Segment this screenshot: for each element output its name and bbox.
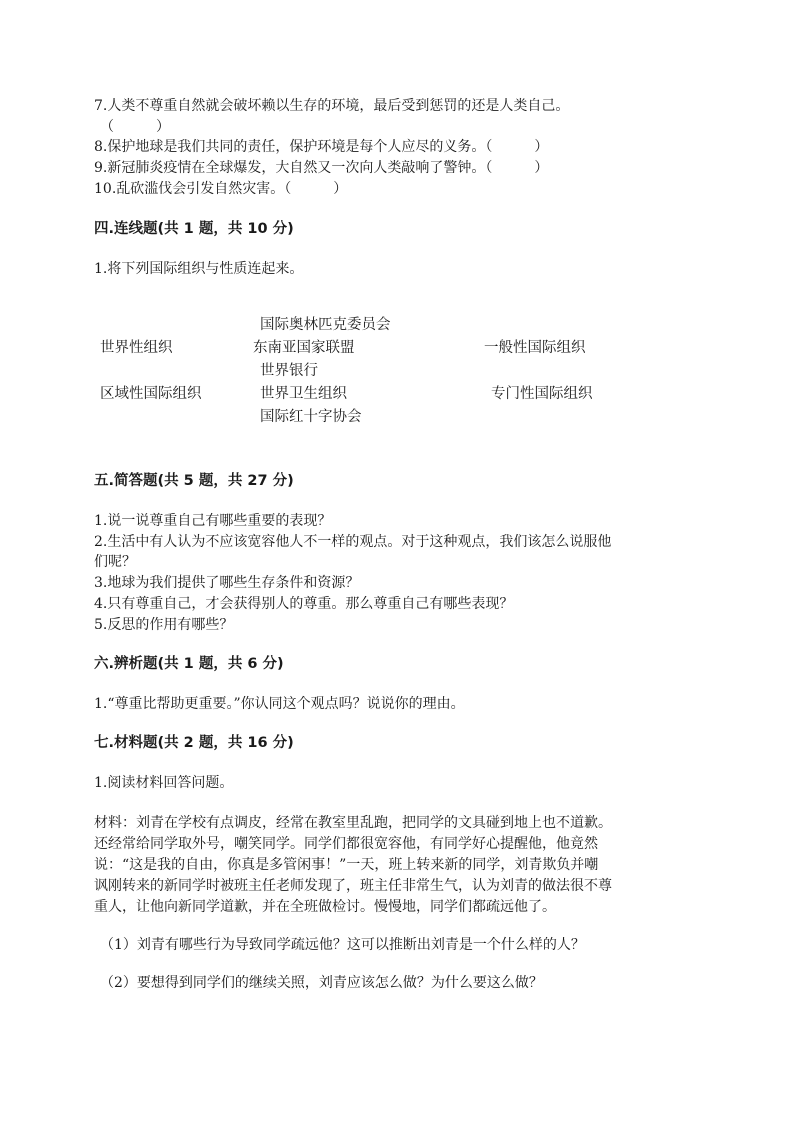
section-4-heading: 四.连线题(共 1 题，共 10 分): [94, 221, 294, 237]
match-middle-item: 国际红十字协会: [260, 409, 362, 425]
section-4-question: 1.将下列国际组织与性质连起来。: [94, 261, 304, 277]
section-6-question: 1.“尊重比帮助更重要。”你认同这个观点吗？说说你的理由。: [94, 696, 465, 712]
section-7-question: 1.阅读材料回答问题。: [94, 775, 234, 791]
match-left-item: 世界性组织: [100, 340, 173, 356]
match-middle-item: 世界银行: [260, 363, 318, 379]
judge-item-7-blank: （ ）: [100, 119, 170, 135]
judge-item-7: 7.人类不尊重自然就会破坏赖以生存的环境，最后受到惩罚的还是人类自己。: [94, 98, 570, 114]
sub-question-2: （2）要想得到同学们的继续关照，刘青应该怎么做？为什么要这么做？: [100, 975, 543, 991]
material-line: 讽刚转来的新同学时被班主任老师发现了，班主任非常生气，认为刘青的做法很不尊: [94, 878, 612, 894]
material-line: 重人，让他向新同学道歉，并在全班做检讨。慢慢地，同学们都疏远他了。: [94, 899, 556, 915]
section-5-question: 2.生活中有人认为不应该宽容他人不一样的观点。对于这种观点，我们该怎么说服他: [94, 534, 612, 550]
section-5-heading: 五.简答题(共 5 题，共 27 分): [94, 473, 294, 489]
section-5-question: 3.地球为我们提供了哪些生存条件和资源？: [94, 575, 360, 591]
material-line: 说：“这是我的自由，你真是多管闲事！”一天，班上转来新的同学，刘青欺负并嘲: [94, 857, 599, 873]
match-middle-item: 世界卫生组织: [260, 386, 347, 402]
material-line: 材料：刘青在学校有点调皮，经常在教室里乱跑，把同学的文具碰到地上也不道歉。: [94, 815, 612, 831]
match-middle-item: 东南亚国家联盟: [253, 340, 355, 356]
judge-item-10: 10.乱砍滥伐会引发自然灾害。（ ）: [94, 181, 348, 197]
section-6-heading: 六.辨析题(共 1 题，共 6 分): [94, 656, 284, 672]
match-left-item: 区域性国际组织: [100, 386, 202, 402]
section-5-question: 5.反思的作用有哪些？: [94, 617, 234, 633]
judge-item-9: 9.新冠肺炎疫情在全球爆发，大自然又一次向人类敲响了警钟。（ ）: [94, 160, 549, 176]
section-5-question-cont: 们呢？: [94, 554, 136, 570]
material-line: 还经常给同学取外号，嘲笑同学。同学们都很宽容他，有同学好心提醒他，他竟然: [94, 836, 598, 852]
sub-question-1: （1）刘青有哪些行为导致同学疏远他？这可以推断出刘青是一个什么样的人？: [100, 937, 585, 953]
match-middle-item: 国际奥林匹克委员会: [260, 317, 391, 333]
section-5-question: 1.说一说尊重自己有哪些重要的表现？: [94, 513, 332, 529]
match-right-item: 专门性国际组织: [491, 386, 593, 402]
match-right-item: 一般性国际组织: [484, 340, 586, 356]
section-5-question: 4.只有尊重自己，才会获得别人的尊重。那么尊重自己有哪些表现？: [94, 596, 514, 612]
section-7-heading: 七.材料题(共 2 题，共 16 分): [94, 735, 294, 751]
judge-item-8: 8.保护地球是我们共同的责任，保护环境是每个人应尽的义务。（ ）: [94, 139, 549, 155]
